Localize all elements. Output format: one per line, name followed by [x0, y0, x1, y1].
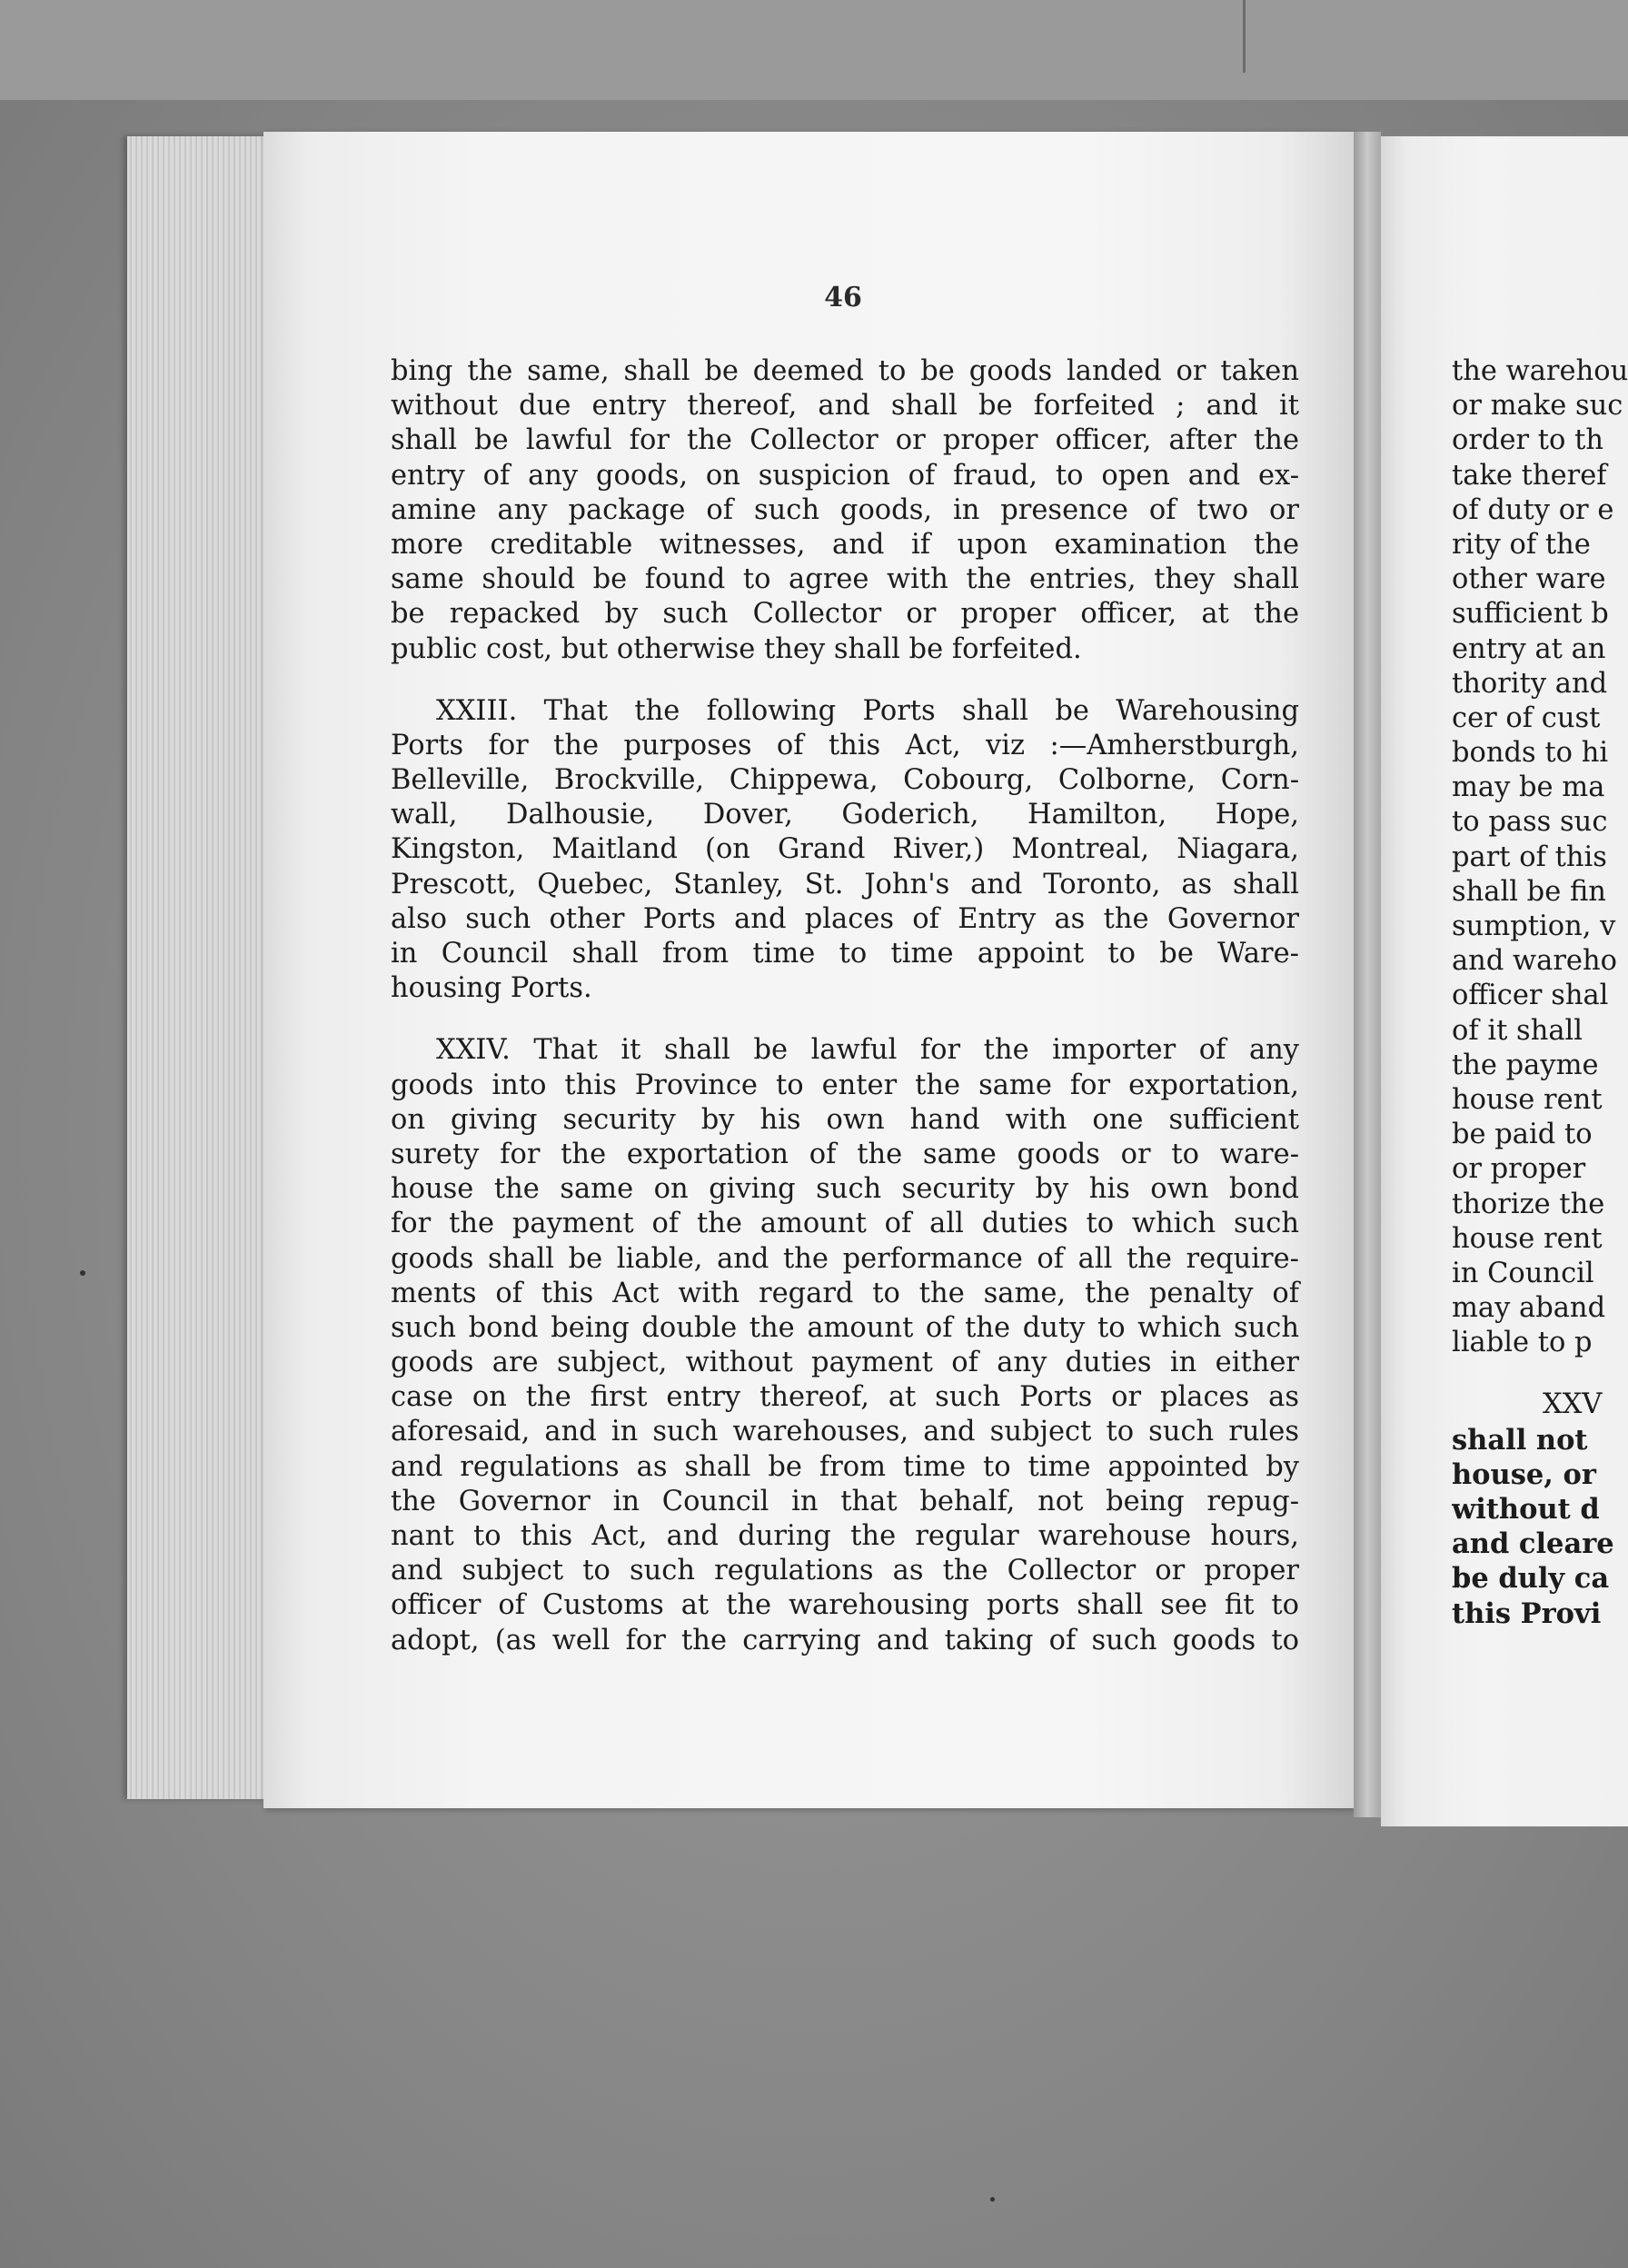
left-page-text — [391, 354, 1299, 1658]
text-line: sumption, v — [1452, 910, 1616, 942]
text-line: liable to p — [1452, 1327, 1593, 1359]
text-line: XXIII. That the following Ports shall be Warehousing — [436, 694, 1299, 727]
text-line: goods into this Province to enter the same for exportation, — [391, 1069, 1299, 1101]
text-line: part of this — [1452, 841, 1607, 873]
text-line: in Council shall from time to time appoint to be Ware- — [391, 938, 1299, 970]
text-line: thorize the — [1452, 1188, 1605, 1220]
text-line: aforesaid, and in such warehouses, and subject to such rules — [391, 1416, 1299, 1448]
right-page-text — [1452, 354, 1628, 1631]
section-heading: XXV — [1543, 1388, 1603, 1421]
text-line: thority and — [1452, 667, 1608, 700]
paragraph — [391, 1069, 1299, 1658]
text-line: Belleville, Brockville, Chippewa, Cobourg, Colborne, Corn- — [391, 764, 1299, 797]
text-line: more creditable witnesses, and if upon examination the — [391, 528, 1299, 561]
paragraph — [391, 1033, 1299, 1068]
text-line: bonds to hi — [1452, 737, 1609, 770]
text-line: shall be fin — [1452, 875, 1606, 908]
page-edges — [127, 136, 273, 1799]
text-line: nant to this Act, and during the regular warehouse hours, — [391, 1520, 1299, 1552]
binding-thread — [1243, 0, 1246, 73]
text-line: without d — [1452, 1493, 1600, 1526]
text-line: officer of Customs at the warehousing ports shall see fit to — [391, 1589, 1299, 1622]
text-line: for the payment of the amount of all duties to which such — [391, 1208, 1299, 1240]
text-line: to pass suc — [1452, 806, 1608, 839]
text-line: amine any package of such goods, in presence of two or — [391, 493, 1299, 526]
text-line: of duty or e — [1452, 493, 1614, 526]
text-line: adopt, (as well for the carrying and taking of such goods to — [391, 1624, 1299, 1656]
text-line: the warehou — [1452, 355, 1628, 387]
text-line: may be ma — [1452, 771, 1605, 804]
text-line: cer of cust — [1452, 701, 1601, 734]
text-line: same should be found to agree with the entries, they shall — [391, 563, 1299, 596]
paragraph — [391, 354, 1299, 667]
text-line: wall, Dalhousie, Dover, Goderich, Hamilton, Hope, — [391, 799, 1299, 831]
text-line: bing the same, shall be deemed to be goods landed or taken — [391, 355, 1299, 387]
text-line: this Provi — [1452, 1597, 1602, 1630]
text-line: of it shall — [1452, 1014, 1583, 1047]
text-line: and regulations as shall be from time to time appointed by — [391, 1450, 1299, 1483]
text-line: or make suc — [1452, 390, 1623, 423]
text-line: house, or — [1452, 1457, 1596, 1491]
text-line: XXIV. That it shall be lawful for the importer of any — [436, 1034, 1299, 1067]
text-line: Kingston, Maitland (on Grand River,) Montreal, Niagara, — [391, 833, 1299, 866]
text-line: housing Ports. — [391, 972, 592, 1005]
text-line: the Governor in Council in that behalf, not being repug- — [391, 1485, 1299, 1517]
text-line: and cleare — [1452, 1527, 1614, 1561]
text-line: on giving security by his own hand with one sufficient — [391, 1103, 1299, 1136]
paragraph-gap — [391, 1006, 1299, 1033]
text-line: entry at an — [1452, 632, 1606, 665]
text-line: house rent — [1452, 1083, 1603, 1116]
page-number: 46 — [824, 282, 862, 313]
text-line: other ware — [1452, 563, 1606, 596]
text-line: Ports for the purposes of this Act, viz :—Amherstburgh, — [391, 729, 1299, 761]
book-gutter — [1354, 132, 1381, 1817]
text-line: such bond being double the amount of the duty to which such — [391, 1311, 1299, 1344]
text-line: the payme — [1452, 1049, 1599, 1081]
paragraph-gap — [391, 667, 1299, 694]
text-line: may aband — [1452, 1292, 1606, 1325]
text-line: or proper — [1452, 1153, 1586, 1186]
text-line: goods are subject, without payment of any duties in either — [391, 1347, 1299, 1379]
text-line: also such other Ports and places of Entry as the Governor — [391, 902, 1299, 935]
text-line: be repacked by such Collector or proper officer, at the — [391, 598, 1299, 631]
text-line: Prescott, Quebec, Stanley, St. John's and Toronto, as shall — [391, 868, 1299, 900]
text-line: officer shal — [1452, 980, 1609, 1012]
text-line: and wareho — [1452, 945, 1617, 978]
paragraph — [391, 694, 1299, 729]
paragraph-gap — [1452, 1360, 1628, 1388]
paragraph — [391, 729, 1299, 1007]
text-line: and subject to such regulations as the Collector or proper — [391, 1555, 1299, 1587]
scan-top-band — [0, 0, 1628, 100]
text-line: order to th — [1452, 424, 1604, 457]
text-line: in Council — [1452, 1257, 1594, 1289]
text-line: public cost, but otherwise they shall be forfeited. — [391, 632, 1082, 665]
text-line: house the same on giving such security by his own bond — [391, 1173, 1299, 1206]
text-line: goods shall be liable, and the performance of all the require- — [391, 1242, 1299, 1275]
text-line: without due entry thereof, and shall be forfeited ; and it — [391, 390, 1299, 423]
text-line: rity of the — [1452, 528, 1591, 561]
text-line: take theref — [1452, 459, 1607, 492]
scan-speck — [990, 2197, 995, 2202]
text-line: be paid to — [1452, 1119, 1593, 1151]
text-line: shall not — [1452, 1423, 1588, 1457]
text-line: ments of this Act with regard to the same, the penalty of — [391, 1277, 1299, 1309]
text-line: be duly ca — [1452, 1562, 1610, 1596]
text-line: house rent — [1452, 1222, 1603, 1255]
scan-speck — [80, 1270, 85, 1276]
text-line: case on the first entry thereof, at such Ports or places as — [391, 1381, 1299, 1414]
text-line: sufficient b — [1452, 598, 1609, 631]
text-line: surety for the exportation of the same goods or to ware- — [391, 1138, 1299, 1170]
text-line: entry of any goods, on suspicion of fraud, to open and ex- — [391, 459, 1299, 492]
text-line: shall be lawful for the Collector or proper officer, after the — [391, 424, 1299, 457]
